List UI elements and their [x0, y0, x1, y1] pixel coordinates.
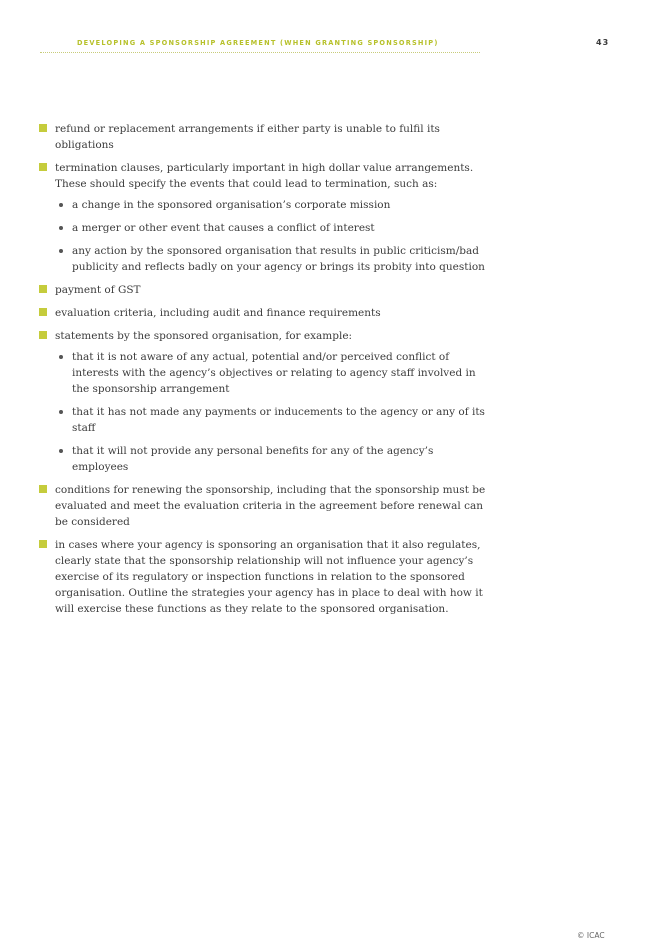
list-item-text: statements by the sponsored organisation, for example: — [55, 330, 353, 342]
list-item — [38, 482, 488, 530]
list-item — [38, 537, 488, 617]
sub-list-item — [55, 404, 488, 436]
sub-list — [55, 197, 488, 275]
round-bullet-icon — [59, 249, 63, 253]
round-bullet-icon — [59, 226, 63, 230]
round-bullet-icon — [59, 410, 63, 414]
list-item-text: payment of GST — [55, 284, 141, 296]
sub-list-item — [55, 243, 488, 275]
round-bullet-icon — [59, 355, 63, 359]
page-number: 43 — [596, 38, 610, 47]
sub-list-item — [55, 443, 488, 475]
round-bullet-icon — [59, 203, 63, 207]
square-bullet-icon — [39, 124, 47, 132]
sub-list-item-text: a merger or other event that causes a conflict of interest — [72, 222, 375, 234]
header-divider — [40, 52, 480, 53]
list-item — [38, 282, 488, 298]
list-item-text: evaluation criteria, including audit and finance requirements — [55, 307, 381, 319]
list-item — [38, 160, 488, 275]
square-bullet-icon — [39, 285, 47, 293]
sub-list-item-text: that it has not made any payments or inducements to the agency or any of its staff — [72, 406, 485, 434]
list-item-text: in cases where your agency is sponsoring an organisation that it also regulates, clearly state that the sponsorship relationship will not influence your agency’s exercise of its regulatory or inspection functions in relation to the sponsored organisation. Outline the strategies your agency has in place to deal with how it will exercise these functions as they relate to the sponsored organisation. — [55, 539, 483, 615]
list-item — [38, 121, 488, 153]
bullet-list — [38, 121, 488, 624]
square-bullet-icon — [39, 540, 47, 548]
sub-list-item-text: that it is not aware of any actual, potential and/or perceived conflict of interests with the agency’s objectives or relating to agency staff involved in the sponsorship arrangement — [72, 351, 476, 395]
list-item — [38, 305, 488, 321]
copyright-footer: © ICAC — [577, 931, 605, 940]
sub-list-item — [55, 220, 488, 236]
square-bullet-icon — [39, 308, 47, 316]
list-item-text: refund or replacement arrangements if either party is unable to fulfil its obligations — [55, 123, 440, 151]
sub-list — [55, 349, 488, 475]
running-header-title: DEVELOPING A SPONSORSHIP AGREEMENT (WHEN GRANTING SPONSORSHIP) — [77, 39, 439, 47]
round-bullet-icon — [59, 449, 63, 453]
sub-list-item-text: a change in the sponsored organisation’s corporate mission — [72, 199, 391, 211]
list-item-text: conditions for renewing the sponsorship, including that the sponsorship must be evaluated and meet the evaluation criteria in the agreement before renewal can be considered — [55, 484, 486, 528]
list-item — [38, 328, 488, 475]
sub-list-item — [55, 349, 488, 397]
list-item-text: termination clauses, particularly important in high dollar value arrangements. These should specify the events that could lead to termination, such as: — [55, 162, 474, 190]
sub-list-item-text: any action by the sponsored organisation that results in public criticism/bad publicity and reflects badly on your agency or brings its probity into question — [72, 245, 485, 273]
sub-list-item — [55, 197, 488, 213]
square-bullet-icon — [39, 331, 47, 339]
square-bullet-icon — [39, 163, 47, 171]
square-bullet-icon — [39, 485, 47, 493]
sub-list-item-text: that it will not provide any personal benefits for any of the agency’s employees — [72, 445, 434, 473]
